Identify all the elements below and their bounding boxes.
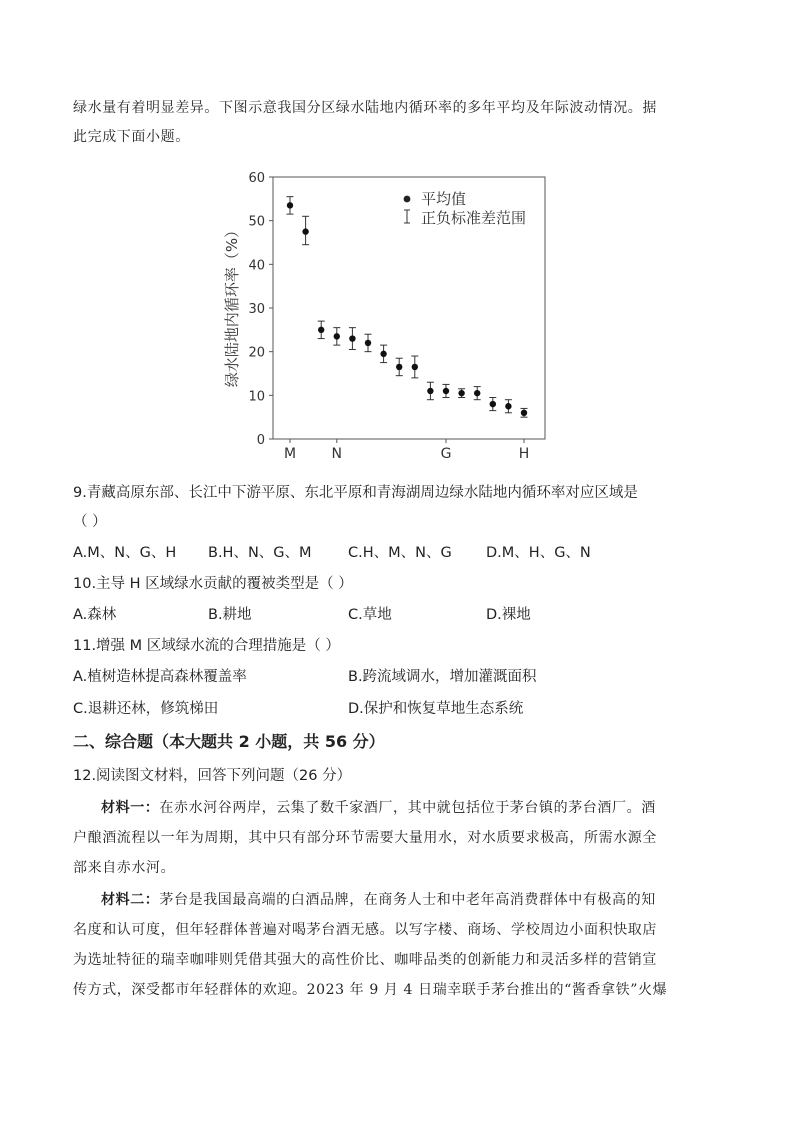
material-2-line-4: 传方式，深受都市年轻群体的欢迎。2023 年 9 月 4 日瑞幸联手茅台推出的“酱香拿铁”火爆 [73,982,668,998]
q10-option-d[interactable]: D.裸地 [486,607,531,623]
q11-stem: 11.增强 M 区域绿水流的合理措施是（ ） [73,638,340,654]
data-point-group [302,216,309,244]
mean-point [334,333,340,339]
material-2-line-3: 为选址特征的瑞幸咖啡则凭借其强大的高性价比、咖啡品类的创新能力和灵活多样的营销宣 [73,952,657,968]
mean-point [396,364,402,370]
y-tick-label: 40 [248,258,265,274]
x-tick-label: M [283,446,297,462]
material-1-line-2: 户酿酒流程以一年为周期，其中只有部分环节需要大量用水，对水质要求极高，所需水源全 [73,830,657,846]
data-point-group [380,345,387,362]
q10-stem: 10.主导 H 区域绿水贡献的覆被类型是（ ） [73,576,353,592]
intro-line-1: 绿水量有着明显差异。下图示意我国分区绿水陆地内循环率的多年平均及年际波动情况。据 [73,100,657,116]
mean-point [380,351,386,357]
y-axis-ticks [248,171,273,448]
data-point-group [489,398,496,411]
mean-point [287,202,293,208]
q9-paren: （ ） [73,514,107,530]
x-tick-label: H [518,446,530,462]
mean-point [474,390,480,396]
q11-option-b[interactable]: B.跨流域调水，增加灌溉面积 [348,669,537,685]
q11-option-d[interactable]: D.保护和恢复草地生态系统 [348,701,524,717]
material-2-label: 材料二： [101,892,160,908]
data-point-group [365,334,372,351]
y-tick-label: 30 [248,302,265,317]
data-point-group [474,387,481,400]
legend-mean-marker [404,196,411,203]
mean-point [458,390,464,396]
y-tick-label: 10 [248,389,265,405]
data-point-group [411,356,418,378]
material-2-line-2: 名度和认可度，但年轻群体普遍对喝茅台酒无感。以写字楼、商场、学校周边小面积快取店 [73,922,657,938]
y-tick-label: 20 [248,345,265,361]
q10-option-c[interactable]: C.草地 [348,607,392,623]
q9-option-b[interactable]: B.H、N、G、M [208,545,312,561]
mean-point [427,388,433,394]
mean-point [521,410,527,416]
material-1-line-1: 材料一：在赤水河谷两岸，云集了数千家酒厂，其中就包括位于茅台镇的茅台酒厂。酒 [101,800,656,816]
q10-option-a[interactable]: A.森林 [73,607,117,623]
data-point-group [443,384,450,397]
data-points [287,197,528,418]
material-1-label: 材料一： [101,800,160,816]
mean-point [412,364,418,370]
y-axis-label: 绿水陆地内循环率（%） [223,222,241,388]
intro-line-2: 此完成下面小题。 [73,129,190,145]
data-point-group [521,408,528,417]
material-2-line-1: 材料二：茅台是我国最高端的白酒品牌，在商务人士和中老年高消费群体中有极高的知 [101,892,656,908]
data-point-group [427,382,434,399]
mean-point [365,340,371,346]
q10-option-b[interactable]: B.耕地 [208,607,252,623]
mean-point [443,388,449,394]
y-tick-label: 0 [256,433,265,448]
data-point-group [505,400,512,413]
x-tick-label: G [440,446,452,462]
mean-point [302,228,308,234]
y-tick-label: 50 [248,214,265,230]
data-point-group [333,328,340,345]
mean-point [505,403,511,409]
material-1-line-3: 部来自赤水河。 [73,860,176,876]
data-point-group [458,389,465,398]
circulation-rate-chart [215,165,555,465]
data-point-group [287,197,294,214]
data-point-group [349,328,356,350]
q9-option-d[interactable]: D.M、H、G、N [486,545,591,561]
x-axis-ticks [284,439,529,462]
q9-stem: 9.青藏高原东部、长江中下游平原、东北平原和青海湖周边绿水陆地内循环率对应区域是 [73,485,638,501]
legend-mean-label: 平均值 [421,190,467,208]
legend [404,190,526,227]
y-tick-label: 60 [248,171,265,186]
q11-option-c[interactable]: C.退耕还林，修筑梯田 [73,701,219,717]
mean-point [318,327,324,333]
q9-option-a[interactable]: A.M、N、G、H [73,545,177,561]
q11-option-a[interactable]: A.植树造林提高森林覆盖率 [73,669,247,685]
x-tick-label: N [331,446,343,462]
section-heading: 二、综合题（本大题共 2 小题，共 56 分） [73,732,385,751]
data-point-group [318,321,325,338]
legend-error-label: 正负标准差范围 [421,209,527,227]
data-point-group [396,358,403,375]
mean-point [349,335,355,341]
q9-option-c[interactable]: C.H、M、N、G [348,545,452,561]
mean-point [490,401,496,407]
q12-stem: 12.阅读图文材料，回答下列问题（26 分） [73,768,352,784]
